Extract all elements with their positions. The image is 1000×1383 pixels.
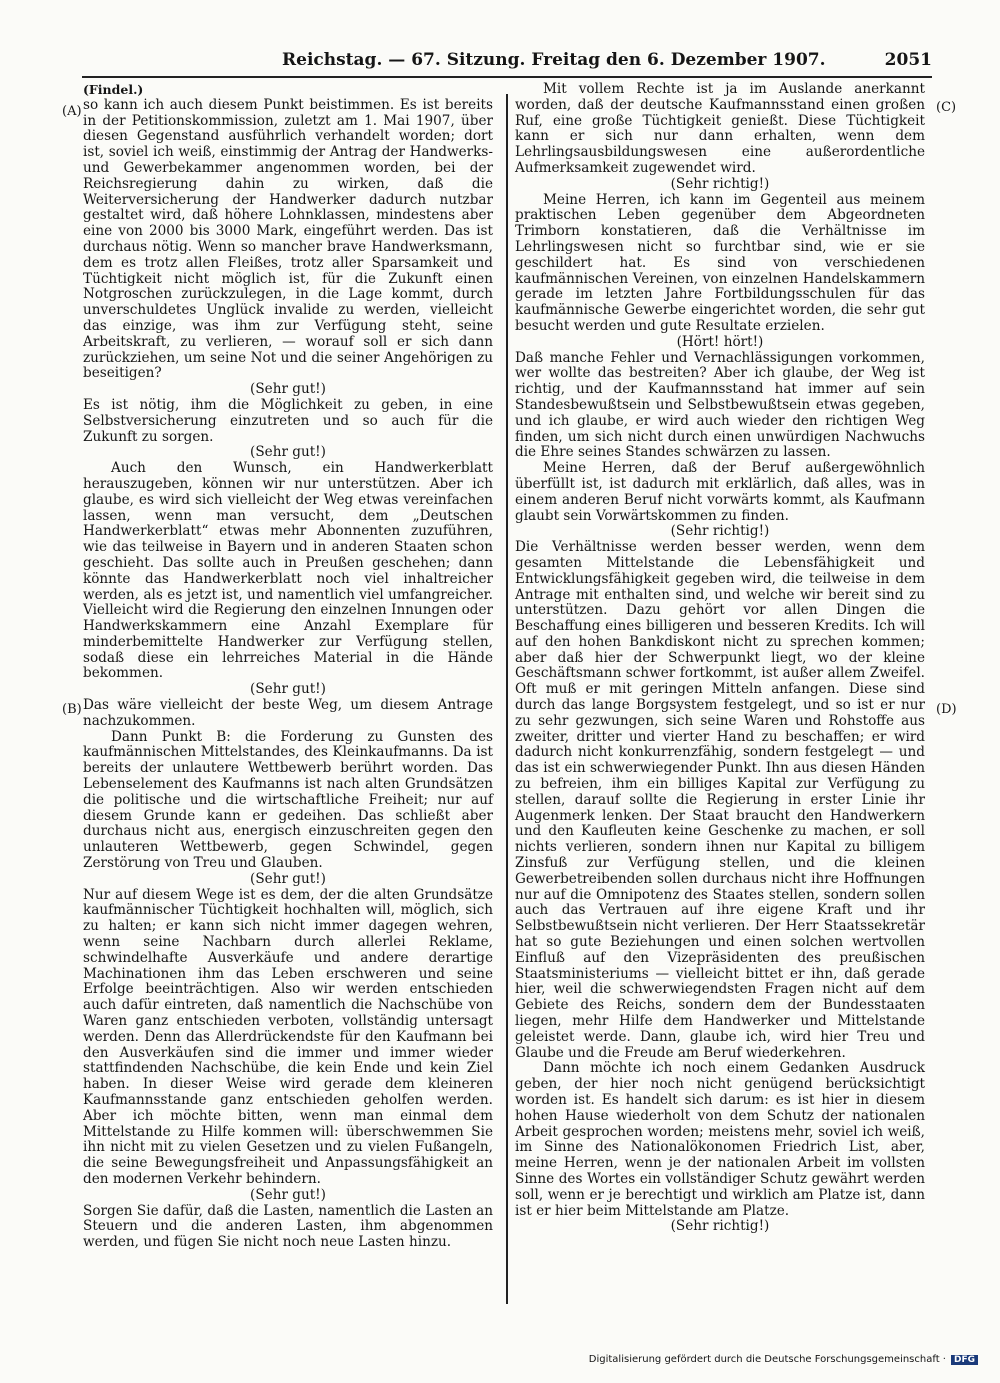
running-title: Reichstag. — 67. Sitzung. Freitag den 6. Dezember 1907. bbox=[282, 50, 826, 70]
paragraph: Daß manche Fehler und Vernachlässigungen vorkommen, wer wollte das bestreiten? Aber ich glaube, der Weg ist richtig, und der Kaufmannsstand hat immer auf sein Standesbewußtsein und Selbstbewußtsein etwas gegeben, und ich glaube, er wird auch wieder den richtigen Weg finden, um sich nicht durch einen unwürdigen Nachwuchs die Ehre seines Standes schwärzen zu lassen. bbox=[515, 349, 925, 461]
paragraph: Das wäre vielleicht der beste Weg, um diesem Antrage nachzukommen. bbox=[83, 697, 493, 729]
speaker-label: (Findel.) bbox=[83, 82, 144, 97]
interjection: (Sehr gut!) bbox=[250, 681, 326, 698]
interjection: (Sehr richtig!) bbox=[670, 175, 770, 192]
interjection: (Sehr gut!) bbox=[250, 444, 326, 461]
right-column bbox=[515, 82, 925, 1235]
interjection: (Sehr gut!) bbox=[250, 381, 326, 398]
paragraph: Es ist nötig, ihm die Möglichkeit zu geben, in eine Selbstversicherung einzutreten und so auch für die Zukunft zu sorgen. bbox=[83, 396, 493, 445]
paragraph: Dann Punkt B: die Forderung zu Gunsten des kaufmännischen Mittelstandes, des Kleinkaufmanns. Da ist bereits der unlautere Wettbewerb berührt worden. Das Lebenselement des Kaufmanns ist nach alten Grundsätzen die politische und die wirtschaftliche Freiheit; nur auf diesem Grunde kann er gedeihen. Das schließt aber durchaus nicht aus, energisch einzuschreiten gegen den unlauteren Wettbewerb, gegen Schwindel, gegen Zerstörung von Treu und Glauben. bbox=[83, 728, 493, 872]
margin-marker-d: (D) bbox=[936, 702, 957, 717]
margin-marker-a: (A) bbox=[62, 104, 82, 119]
paragraph: Die Verhältnisse werden besser werden, wenn dem gesamten Mittelstande die Lebensfähigkeit und Entwicklungsfähigkeit gegeben wird, die teilweise in dem Antrage mit enthalten sind, und welche wir bereit sind zu unterstützen. Dazu gehört vor allen Dingen die Beschaffung eines billigeren und besseren Kredits. Ich will auf den hohen Bankdiskont nicht zu sprechen kommen; aber daß hier der Schwerpunkt liegt, wo der kleine Geschäftsmann schwer fortkommt, ist außer allem Zweifel. Oft muß er mit geringen Mitteln anfangen. Diese sind durch das lange Borgsystem festgelegt, und so ist er nur zu sehr gezwungen, sich seine Waren und Rohstoffe aus zweiter, dritter und vierter Hand zu beschaffen; er wird dadurch nicht konkurrenzfähig, sondern festgelegt — und das ist ein schwerwiegender Punkt. Ihn aus diesen Händen zu befreien, ihm ein billiges Kapital zur Verfügung zu stellen, darauf sollte die Regierung in erster Linie ihr Augenmerk lenken. Der Staat braucht den Handwerkern und den Kaufleuten keine Geschenke zu machen, er soll nichts verlieren, sondern ihnen nur Kapital zu billigem Zinsfuß zur Verfügung stellen, und die kleinen Gewerbetreibenden sollen durchaus nicht ihre Hoffnungen nur auf die Omnipotenz des Staates stellen, sondern sollen auch das Vertrauen auf ihre eigene Kraft und ihr Selbstbewußtsein nicht verlieren. Der Herr Staatssekretär hat so gute Beziehungen und einen solchen wertvollen Einfluß auf den Vizepräsidenten des preußischen Staatsministeriums — vielleicht bittet er ihn, daß gerade hier, weil die schwerwiegendsten Fragen nicht auf dem Gebiete des Reichs, sondern dem der Bundesstaaten liegen, mehr Hilfe dem Handwerker und Mittelstande geleistet werde. Dann, glaube ich, wird hier Treu und Glaube und die Freude am Beruf wiederkehren. bbox=[515, 539, 925, 1061]
column-divider bbox=[506, 94, 508, 1304]
page-number: 2051 bbox=[884, 50, 932, 70]
interjection: (Sehr richtig!) bbox=[670, 523, 770, 540]
paragraph: Mit vollem Rechte ist ja im Auslande anerkannt worden, daß der deutsche Kaufmannsstand einen großen Ruf, eine große Tüchtigkeit genießt. Diese Tüchtigkeit kann er sich nur dann erhalten, wenn dem Lehrlingsausbildungswesen eine außerordentliche Aufmerksamkeit zugewendet wird. bbox=[515, 81, 925, 176]
paragraph: Meine Herren, daß der Beruf außergewöhnlich überfüllt ist, ist dadurch mit erklärlich, daß alles, was in einem anderen Beruf nicht vorwärts kommt, als Kaufmann glaubt sein Vorwärtskommen zu finden. bbox=[515, 460, 925, 524]
footer-credit bbox=[589, 1354, 978, 1365]
interjection: (Sehr richtig!) bbox=[670, 1218, 770, 1235]
footer-text: Digitalisierung gefördert durch die Deutsche Forschungsgemeinschaft · bbox=[588, 1354, 946, 1365]
margin-marker-c: (C) bbox=[936, 100, 957, 115]
interjection: (Sehr gut!) bbox=[250, 870, 326, 887]
paragraph: Sorgen Sie dafür, daß die Lasten, namentlich die Lasten an Steuern und die anderen Lasten, ihm abgenommen werden, und fügen Sie nicht noch neue Lasten hinzu. bbox=[83, 1202, 493, 1251]
interjection: (Hört! hört!) bbox=[676, 333, 764, 350]
paragraph: Nur auf diesem Wege ist es dem, der die alten Grundsätze kaufmännischer Tüchtigkeit hochhalten will, möglich, sich zu halten; er kann sich nicht immer dagegen wehren, wenn seine Nachbarn durch allerlei Reklame, schwindelhafte Ausverkäufe und andere derartige Machinationen ihm das Leben erschweren und seine Erfolge beeinträchtigen. Also wir werden entschieden auch dafür eintreten, daß namentlich die Nachschübe von Waren ganz entschieden verboten, vollständig untersagt werden. Denn das Allerdrückendste für den Kaufmann bei den Ausverkäufen sind die immer und immer wieder stattfindenden Nachschübe, die kein Ende und kein Ziel haben. In dieser Weise wird gerade dem kleineren Kaufmannsstande ganz entschieden geholfen werden. Aber ich möchte bitten, wenn man einmal dem Mittelstande zu Hilfe kommen will: überschwemmen Sie ihn nicht mit zu vielen Gesetzen und zu vielen Fußangeln, die seine Bewegungsfreiheit und Anpassungsfähigkeit an den modernen Verkehr behindern. bbox=[83, 886, 493, 1187]
interjection: (Sehr gut!) bbox=[250, 1186, 326, 1203]
paragraph: Meine Herren, ich kann im Gegenteil aus meinem praktischen Leben gegenüber dem Abgeordneten Trimborn konstatieren, daß die Verhältnisse im Lehrlingswesen nicht so furchtbar sind, wie er sie geschildert hat. Es sind von verschiedenen kaufmännischen Vereinen, von einzelnen Handelskammern gerade im letzten Jahre Fortbildungsschulen für das kaufmännische Gewerbe eingerichtet worden, die sehr gut besucht werden und gute Resultate erzielen. bbox=[515, 191, 925, 334]
paragraph: Auch den Wunsch, ein Handwerkerblatt herauszugeben, können wir nur unterstützen. Aber ich glaube, es wird sich vielleicht der Weg etwas vereinfachen lassen, wenn man versucht, dem „Deutschen Handwerkerblatt“ etwas mehr Abonnenten zuzuführen, wie das teilweise in Bayern und in anderen Staaten schon geschieht. Das sollte auch in Preußen geschehen; dann könnte das Handwerkerblatt noch viel inhaltreicher werden, als es jetzt ist, und namentlich viel umfangreicher. Vielleicht wird die Regierung den einzelnen Innungen oder Handwerkskammern eine Anzahl Exemplare für minderbemittelte Handwerker zur Verfügung stellen, sodaß diese ein lehrreiches Material in die Hände bekommen. bbox=[83, 460, 493, 682]
dfg-logo: DFG bbox=[951, 1355, 978, 1365]
margin-marker-b: (B) bbox=[62, 702, 82, 717]
paragraph: Dann möchte ich noch einem Gedanken Ausdruck geben, der hier noch nicht genügend berücksichtigt worden ist. Es handelt sich darum: es ist hier in diesem hohen Hause wiederholt von dem Schutz der nationalen Arbeit gesprochen worden; meistens mehr, soviel ich weiß, im Sinne des Nationalökonomen Friedrich List, aber, meine Herren, wenn je der nationalen Arbeit im vollsten Sinne des Wortes ein vollständiger Schutz gewährt werden soll, wenn er je berechtigt und wirklich am Platze ist, dann ist er hier beim Mittelstande am Platze. bbox=[515, 1060, 925, 1219]
paragraph: so kann ich auch diesem Punkt beistimmen. Es ist bereits in der Petitionskommission, zuletzt am 1. Mai 1907, über diesen Gegenstand ausführlich verhandelt worden; dort ist, soviel ich weiß, einstimmig der Antrag der Handwerks- und Gewerbekammer angenommen worden, bei der Reichsregierung dahin zu wirken, daß die Weiterversicherung der Handwerker dadurch nutzbar gestaltet wird, daß höhere Lohnklassen, mindestens aber eine von 2000 bis 3000 Mark, eingeführt werden. Das ist durchaus nötig. Wenn so mancher brave Handwerksmann, dem es trotz allen Fleißes, trotz aller Sparsamkeit und Tüchtigkeit nicht möglich ist, für die Zukunft einen Notgroschen zurückzulegen, in die Lage kommt, durch unverschuldetes Unglück invalide zu werden, vielleicht das einzige, was ihm zur Verfügung steht, seine Arbeitskraft, zu verlieren, — worauf soll er sich dann zurückziehen, um seine Not und die seiner Angehörigen zu beseitigen? bbox=[83, 96, 493, 382]
left-column bbox=[83, 82, 493, 1251]
page-header bbox=[82, 50, 932, 78]
